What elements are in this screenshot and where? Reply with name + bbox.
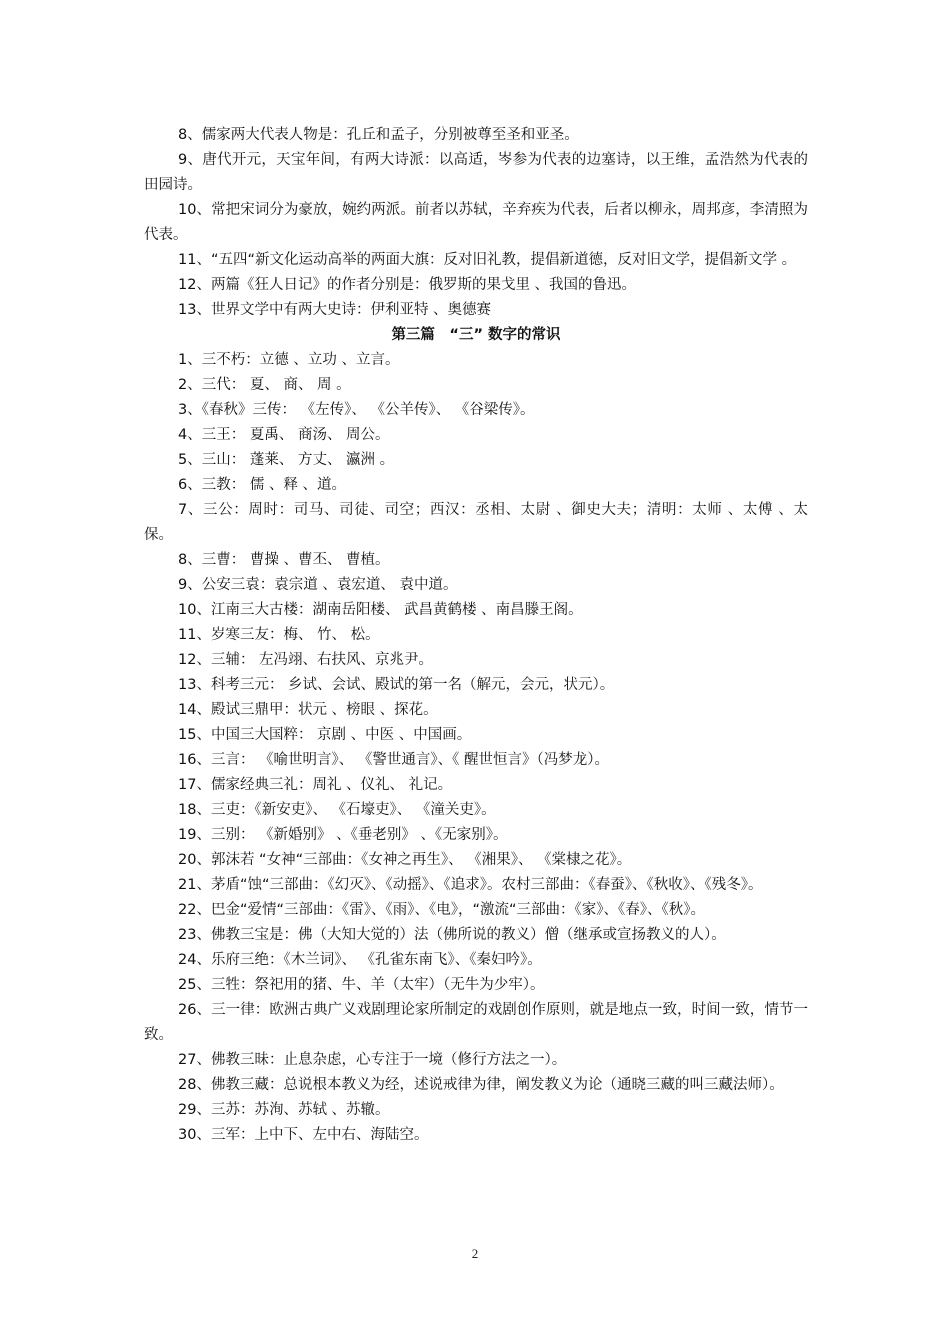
- list-item: 30、三军：上中下、左中右、海陆空。: [178, 1127, 429, 1143]
- list-item: 12、三辅： 左冯翊、右扶风、京兆尹。: [178, 652, 434, 668]
- list-item: 2、三代： 夏、 商、 周 。: [178, 377, 351, 393]
- list-item: 14、殿试三鼎甲：状元 、榜眼 、探花。: [178, 702, 438, 718]
- list-item: 29、三苏：苏洵、苏轼 、苏辙。: [178, 1102, 390, 1118]
- list-item: 20、郭沫若 “女神“三部曲：《女神之再生》、 《湘果》、 《棠棣之花》。: [178, 852, 632, 868]
- list-item: 3、《春秋》三传： 《左传》、 《公羊传》、 《谷梁传》。: [178, 402, 535, 418]
- list-item: 7、三公：周时：司马、司徒、司空；西汉：丞相、太尉 、御史大夫；清明：太师 、太傅 、太保。: [144, 502, 808, 543]
- list-item: 11、岁寒三友：梅、 竹、 松。: [178, 627, 380, 643]
- list-item: 9、公安三袁：袁宗道 、袁宏道、 袁中道。: [178, 577, 458, 593]
- list-item: 13、世界文学中有两大史诗：伊利亚特 、奥德赛: [178, 302, 492, 318]
- list-item: 27、佛教三昧：止息杂虑，心专注于一境（修行方法之一）。: [178, 1052, 567, 1068]
- list-item: 10、江南三大古楼：湖南岳阳楼、 武昌黄鹤楼 、南昌滕王阁。: [178, 602, 583, 618]
- list-item: 26、三一律：欧洲古典广义戏剧理论家所制定的戏剧创作原则，就是地点一致，时间一致，情节一致。: [144, 1002, 808, 1043]
- page-number: 2: [471, 1246, 479, 1261]
- list-item: 24、乐府三绝：《木兰词》、 《孔雀东南飞》、《秦妇吟》。: [178, 952, 542, 968]
- page-content: [144, 123, 808, 1148]
- list-item: 5、三山： 蓬莱、 方丈、 瀛洲 。: [178, 452, 395, 468]
- list-item: 10、常把宋词分为豪放，婉约两派。前者以苏轼，辛弃疾为代表，后者以柳永，周邦彦，李清照为代表。: [144, 202, 808, 243]
- list-item: 6、三教： 儒 、释 、道。: [178, 477, 347, 493]
- list-item: 25、三牲：祭祀用的猪、牛、羊（太牢）（无牛为少牢）。: [178, 977, 545, 993]
- list-item: 17、儒家经典三礼：周礼 、仪礼、 礼记。: [178, 777, 453, 793]
- list-item: 16、三言： 《喻世明言》、 《警世通言》、《 醒世恒言》（冯梦龙）。: [178, 752, 610, 768]
- list-item: 12、两篇《狂人日记》的作者分别是：俄罗斯的果戈里 、我国的鲁迅。: [178, 277, 637, 293]
- list-item: 1、三不朽：立德 、立功 、立言。: [178, 352, 400, 368]
- list-item: 28、佛教三藏：总说根本教义为经，述说戒律为律，阐发教义为论（通晓三藏的叫三藏法师）。: [178, 1077, 784, 1093]
- list-item: 23、佛教三宝是：佛（大知大觉的）法（佛所说的教义）僧（继承或宣扬教义的人）。: [178, 927, 726, 943]
- list-item: 19、三别： 《新婚别》 、《垂老别》 、《无家别》。: [178, 827, 508, 843]
- list-item: 15、中国三大国粹： 京剧 、中医 、中国画。: [178, 727, 472, 743]
- section-title: 第三篇 “三” 数字的常识: [391, 327, 561, 343]
- list-item: 11、“五四“新文化运动高举的两面大旗：反对旧礼教，提倡新道德，反对旧文学，提倡新文学 。: [178, 252, 797, 268]
- list-item: 9、唐代开元，天宝年间，有两大诗派：以高适，岑参为代表的边塞诗，以王维，孟浩然为代表的田园诗。: [144, 152, 808, 193]
- list-item: 18、三吏：《新安吏》、 《石壕吏》、 《潼关吏》。: [178, 802, 496, 818]
- list-item: 13、科考三元： 乡试、会试、殿试的第一名（解元，会元，状元）。: [178, 677, 615, 693]
- list-item: 21、茅盾“蚀“三部曲：《幻灭》、《动摇》、《追求》。农村三部曲：《春蚕》、《秋收》、《残冬》。: [178, 877, 763, 893]
- list-item: 8、儒家两大代表人物是：孔丘和孟子，分别被尊至圣和亚圣。: [178, 127, 579, 143]
- list-item: 22、巴金“爱情“三部曲：《雷》、《雨》、《电》，“激流“三部曲：《家》、《春》、《秋》。: [178, 902, 705, 918]
- list-item: 4、三王： 夏禹、 商汤、 周公。: [178, 427, 390, 443]
- list-item: 8、三曹： 曹操 、曹丕、 曹植。: [178, 552, 390, 568]
